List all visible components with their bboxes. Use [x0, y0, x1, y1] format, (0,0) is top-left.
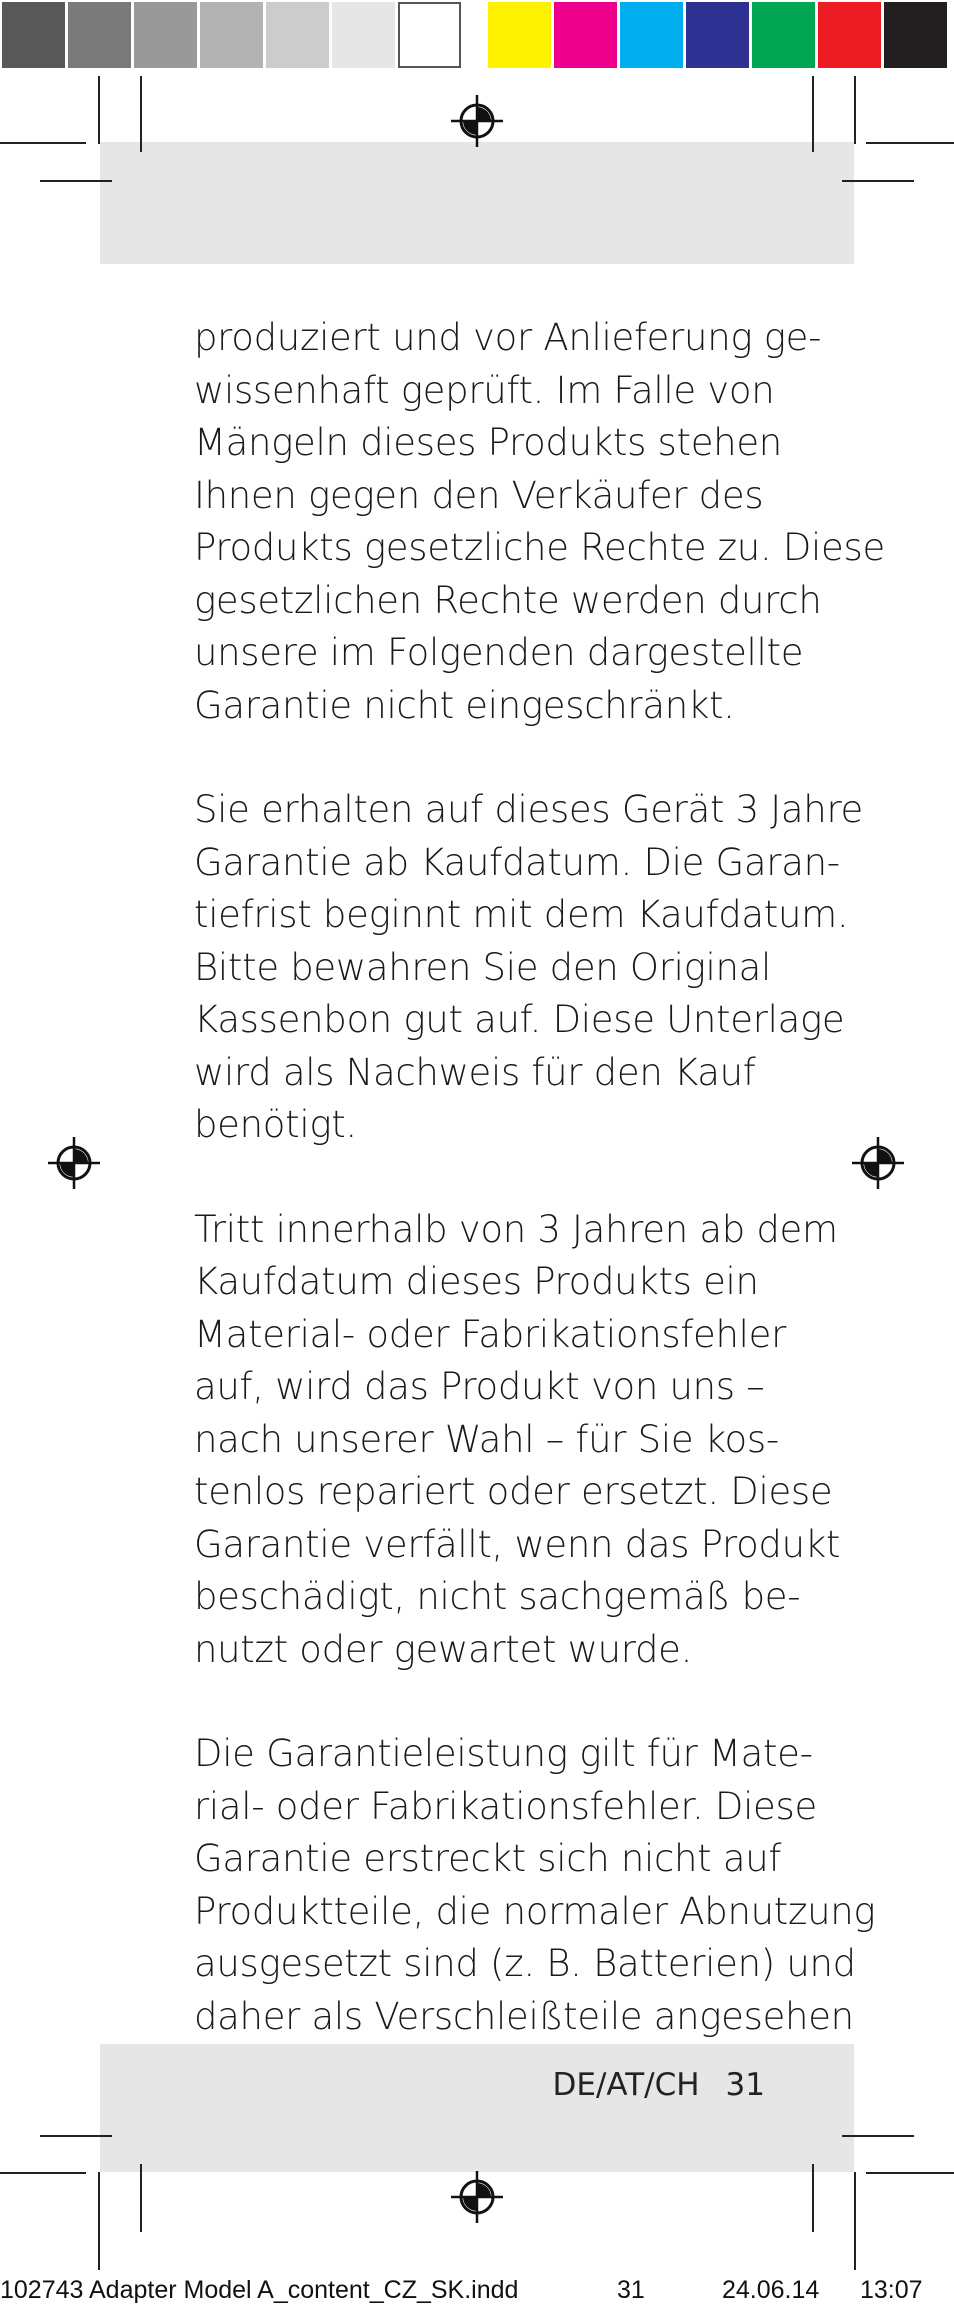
- process-color-swatch: [488, 2, 551, 68]
- crop-mark: [40, 2135, 112, 2137]
- gray-swatch: [2, 2, 65, 68]
- text-line: Garantie erstreckt sich nicht auf: [194, 1837, 782, 1880]
- slug-page: 31: [617, 2276, 645, 2304]
- crop-mark: [842, 2135, 914, 2137]
- text-line: unsere im Folgenden dargestellte: [194, 631, 804, 674]
- text-line: wissenhaft geprüft. Im Falle von: [194, 368, 775, 412]
- text-line: gesetzlichen Rechte werden durch: [194, 578, 822, 622]
- crop-mark: [866, 142, 954, 144]
- text-line: Bitte bewahren Sie den Original: [194, 945, 772, 989]
- text-line: Produktteile, die normaler Abnutzung: [194, 1889, 876, 1933]
- gray-swatch: [134, 2, 197, 68]
- text-line: beschädigt, nicht sachgemäß be-: [194, 1575, 801, 1618]
- process-color-swatch: [620, 2, 683, 68]
- crop-mark: [854, 76, 856, 144]
- body-text: [194, 312, 885, 2095]
- crop-mark: [854, 2172, 856, 2270]
- text-line: ausgesetzt sind (z. B. Batterien) und: [194, 1942, 856, 1985]
- paragraph: [194, 784, 864, 1152]
- crop-mark: [98, 76, 100, 144]
- slug-filename: 102743 Adapter Model A_content_CZ_SK.indd: [0, 2276, 519, 2304]
- text-line: benötigt.: [194, 1103, 357, 1146]
- text-line: tenlos repariert oder ersetzt. Diese: [194, 1470, 833, 1513]
- text-line: auf, wird das Produkt von uns –: [194, 1365, 765, 1408]
- crop-mark: [0, 142, 86, 144]
- gray-swatch: [398, 2, 461, 68]
- text-line: Garantie ab Kaufdatum. Die Garan-: [194, 840, 840, 884]
- crop-mark: [866, 2172, 954, 2174]
- gray-swatch: [266, 2, 329, 68]
- process-color-swatch: [686, 2, 749, 68]
- page-footer-label: [553, 2067, 766, 2103]
- text-line: Mängeln dieses Produkts stehen: [194, 421, 782, 464]
- region-label: DE/AT/CH: [552, 2067, 700, 2103]
- text-line: Garantie nicht eingeschränkt.: [194, 683, 735, 727]
- paragraph: [194, 312, 885, 732]
- paragraph: [194, 1204, 841, 1677]
- text-line: Tritt innerhalb von 3 Jahren ab dem: [194, 1207, 838, 1251]
- crop-mark: [842, 180, 914, 182]
- crop-mark: [812, 2164, 814, 2232]
- crop-mark: [0, 2172, 86, 2174]
- slug-time: 13:07: [860, 2276, 923, 2304]
- slug-date: 24.06.14: [722, 2276, 820, 2304]
- text-line: nach unserer Wahl – für Sie kos-: [194, 1417, 779, 1461]
- process-color-swatch: [818, 2, 881, 68]
- text-line: Material- oder Fabrikationsfehler: [194, 1312, 787, 1356]
- process-color-swatch: [554, 2, 617, 68]
- gray-swatch: [200, 2, 263, 68]
- crop-mark: [98, 2172, 100, 2270]
- text-line: Garantie verfällt, wenn das Produkt: [194, 1522, 841, 1566]
- crop-mark: [40, 180, 112, 182]
- page-number: 31: [725, 2067, 765, 2103]
- header-band: [100, 142, 854, 264]
- registration-mark-icon: [850, 1135, 906, 1191]
- text-line: Kaufdatum dieses Produkts ein: [194, 1260, 759, 1303]
- process-color-swatch: [884, 2, 947, 68]
- registration-mark-icon: [46, 1135, 102, 1191]
- text-line: Die Garantieleistung gilt für Mate-: [194, 1732, 813, 1775]
- text-line: Sie erhalten auf dieses Gerät 3 Jahre: [194, 788, 864, 831]
- text-line: Kassenbon gut auf. Diese Unterlage: [194, 998, 845, 1041]
- text-line: nutzt oder gewartet wurde.: [194, 1627, 693, 1671]
- registration-mark-icon: [449, 93, 505, 149]
- text-line: produziert und vor Anlieferung ge-: [194, 316, 822, 359]
- crop-mark: [140, 2164, 142, 2232]
- gray-swatch: [68, 2, 131, 68]
- text-line: wird als Nachweis für den Kauf: [194, 1050, 756, 1094]
- crop-mark: [812, 76, 814, 152]
- crop-mark: [140, 76, 142, 152]
- text-line: daher als Verschleißteile angesehen: [194, 1994, 854, 2038]
- paragraph: [194, 1728, 876, 2043]
- text-line: rial- oder Fabrikationsfehler. Diese: [194, 1784, 817, 1828]
- text-line: Ihnen gegen den Verkäufer des: [194, 473, 764, 517]
- text-line: Produkts gesetzliche Rechte zu. Diese: [194, 526, 885, 569]
- registration-mark-icon: [449, 2169, 505, 2225]
- gray-swatch: [332, 2, 395, 68]
- process-color-swatch: [752, 2, 815, 68]
- color-calibration-bar: [0, 0, 954, 72]
- text-line: tiefrist beginnt mit dem Kaufdatum.: [194, 893, 849, 936]
